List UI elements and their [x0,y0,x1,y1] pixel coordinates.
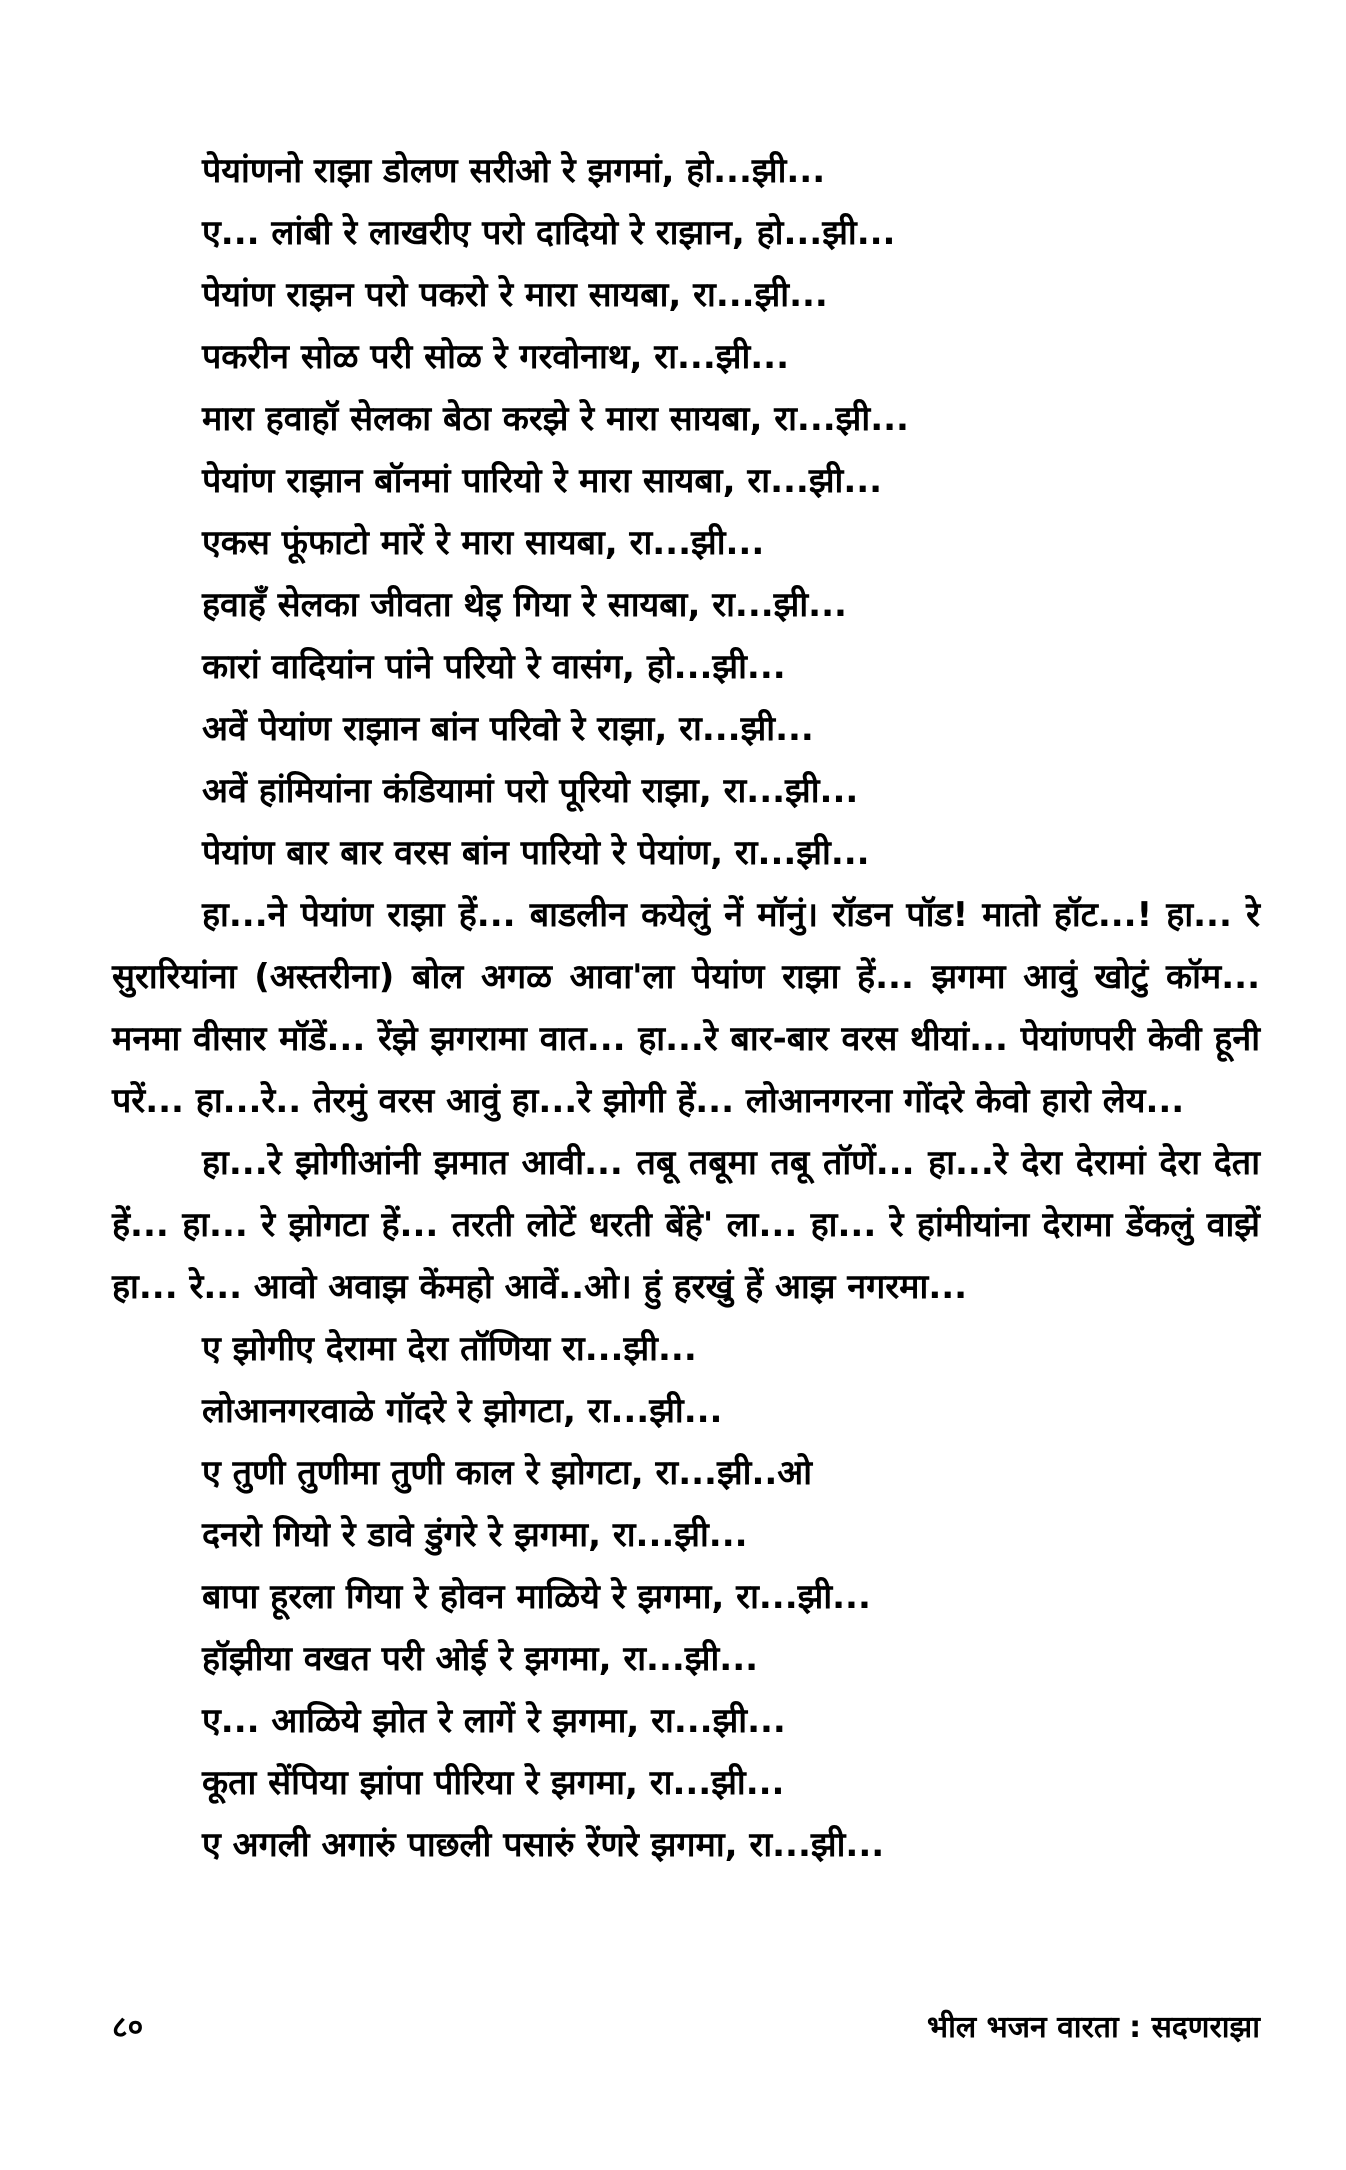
verse-line: पेयांणनो राझा डोलण सरीओ रे झगमां, हो...झी... [202,151,826,191]
verse-line: मारा हवाहॉ सेलका बेठा करझे रे मारा सायबा, रा...झी... [202,399,909,439]
verse-line: पेयांण राझान बॉनमां पारियो रे मारा सायबा, रा...झी... [202,461,883,501]
verse-line: अवें पेयांण राझान बांन परिवो रे राझा, रा...झी... [202,709,814,749]
verse-line: दनरो गियो रे डावे डुंगरे रे झगमा, रा...झी... [202,1515,748,1555]
running-book-title: भील भजन वारता : सदणराझा [927,2010,1260,2045]
verse-line: हॉझीया वखत परी ओई रे झगमा, रा...झी... [202,1639,759,1679]
verse-block-1 [112,140,1260,884]
page-number: ८० [112,2010,144,2045]
page-footer [112,2005,1260,2055]
page-content [112,140,1260,1876]
verse-line: ए अगली अगारुं पाछली पसारुं रेंणरे झगमा, रा...झी... [202,1825,885,1865]
verse-line: हवाहॅं सेलका जीवता थेइ गिया रे सायबा, रा...झी... [202,585,847,625]
verse-line: लोआनगरवाळे गॉदरे रे झोगटा, रा...झी... [202,1391,723,1431]
verse-line: पेयांण राझन परो पकरो रे मारा सायबा, रा...झी... [202,275,828,315]
verse-line: ए... लांबी रे लाखरीए परो दादियो रे राझान, हो...झी... [202,213,896,253]
verse-line: एकस फूंफाटो मारें रे मारा सायबा, रा...झी... [202,523,765,563]
prose-paragraph-1: हा...ने पेयांण राझा हें... बाडलीन कयेलुं नें मॉनुं। रॉडन पॉड! मातो हॉट...! हा... रे सुरारियांना (अस्तरीना) बोल अगळ आवा'ला पेयांण राझा हें... झगमा आवुं खोटुं कॉम... मनमा वीसार मॉडें... रेंझे झगरामा वात... हा...रे बार-बार वरस थीयां... पेयांणपरी केवी हूनी परें... हा...रे.. तेरमुं वरस आवुं हा...रे झोगी हें... लोआनगरना गोंदरे केवो हारो लेय... [112,895,1260,1121]
verse-line: कूता सेंपिया झांपा पीरिया रे झगमा, रा...झी... [202,1763,785,1803]
verse-line: बापा हूरला गिया रे होवन माळिये रे झगमा, रा...झी... [202,1577,871,1617]
verse-line: ए तुणी तुणीमा तुणी काल रे झोगटा, रा...झी..ओ [202,1453,813,1493]
verse-line: अवें हांमियांना कंडियामां परो पूरियो राझा, रा...झी... [202,771,859,811]
verse-line: कारां वादियांन पांने परियो रे वासंग, हो...झी... [202,647,786,687]
verse-line: ए... आळिये झोत रे लागें रे झगमा, रा...झी... [202,1701,786,1741]
prose-paragraph-2: हा...रे झोगीआंनी झमात आवी... तबू तबूमा तबू तॉणें... हा...रे देरा देरामां देरा देता हें... हा... रे झोगटा हें... तरती लोटें धरती बेंहे' ला... हा... रे हांमीयांना देरामा डेंकलुं वाझें हा... रे... आवो अवाझ केंमहो आवें..ओ। हुं हरखुं हें आझ नगरमा... [112,1143,1260,1307]
verse-block-2 [112,1318,1260,1876]
verse-line: पकरीन सोळ परी सोळ रे गरवोनाथ, रा...झी... [202,337,790,377]
verse-line: ए झोगीए देरामा देरा तॉणिया रा...झी... [202,1329,697,1369]
verse-line: पेयांण बार बार वरस बांन पारियो रे पेयांण, रा...झी... [202,833,870,873]
